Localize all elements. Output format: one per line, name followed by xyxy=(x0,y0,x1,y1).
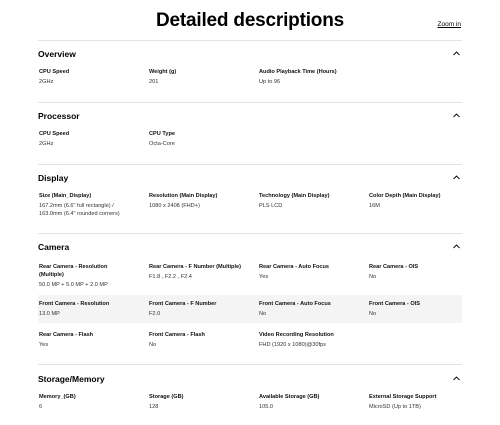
spec-value: 6 xyxy=(39,404,43,410)
section-processor xyxy=(38,102,462,162)
section-overview xyxy=(38,40,462,100)
spec-row xyxy=(38,130,462,152)
spec-item xyxy=(39,130,139,149)
spec-item xyxy=(149,130,249,149)
spec-value: FHD (1920 x 1080)@30fps xyxy=(259,342,326,348)
spec-row xyxy=(38,68,462,90)
spec-label: Weight (g) xyxy=(149,69,177,75)
spec-item xyxy=(149,263,249,282)
spec-value: MicroSD (Up to 1TB) xyxy=(369,404,421,410)
spec-value: 16M xyxy=(369,203,380,209)
chevron-up-icon[interactable] xyxy=(453,375,460,382)
spec-label: Rear Camera - Resolution (Multiple) xyxy=(39,264,108,278)
spec-value: 201 xyxy=(149,79,159,85)
spec-value: F2.0 xyxy=(149,311,161,317)
spec-item xyxy=(39,192,139,218)
spec-label: Technology (Main Display) xyxy=(259,193,330,199)
spec-value: 2GHz xyxy=(39,141,54,147)
section-display xyxy=(38,164,462,234)
spec-label: Front Camera - Resolution xyxy=(39,301,110,307)
spec-item xyxy=(39,68,139,87)
spec-item xyxy=(369,192,469,211)
spec-value: 128 xyxy=(149,404,159,410)
spec-value: PLS LCD xyxy=(259,203,283,209)
spec-row xyxy=(38,263,462,293)
spec-label: Resolution (Main Display) xyxy=(149,193,218,199)
spec-value: 105.0 xyxy=(259,404,273,410)
chevron-up-icon[interactable] xyxy=(453,174,460,181)
section-title: Overview xyxy=(38,49,76,59)
spec-label: Available Storage (GB) xyxy=(259,394,320,400)
section-title: Processor xyxy=(38,111,80,121)
spec-item xyxy=(39,300,139,319)
spec-item xyxy=(149,331,249,350)
spec-item xyxy=(149,68,249,87)
spec-label: Front Camera - OIS xyxy=(369,301,420,307)
spec-label: Front Camera - Flash xyxy=(149,332,205,338)
spec-item xyxy=(369,393,469,412)
spec-label: Rear Camera - F Number (Multiple) xyxy=(149,264,242,270)
spec-label: Size (Main_Display) xyxy=(39,193,92,199)
spec-value: 13.0 MP xyxy=(39,311,60,317)
spec-row xyxy=(38,192,462,224)
spec-value: No xyxy=(259,311,267,317)
spec-label: CPU Speed xyxy=(39,131,70,137)
spec-label: Audio Playback Time (Hours) xyxy=(259,69,337,75)
spec-item xyxy=(259,331,359,350)
spec-label: Rear Camera - Flash xyxy=(39,332,94,338)
spec-row xyxy=(38,331,462,353)
spec-item xyxy=(259,192,359,211)
spec-item xyxy=(259,68,359,87)
spec-value: No xyxy=(369,311,377,317)
spec-label: Storage (GB) xyxy=(149,394,184,400)
spec-item xyxy=(39,263,139,290)
spec-label: CPU Type xyxy=(149,131,176,137)
spec-item xyxy=(39,331,139,350)
spec-label: External Storage Support xyxy=(369,394,437,400)
section-storage-memory xyxy=(38,364,462,425)
spec-value: Octa-Core xyxy=(149,141,175,147)
spec-item xyxy=(369,300,469,319)
spec-row xyxy=(38,295,462,323)
spec-row xyxy=(38,393,462,415)
spec-label: Front Camera - Auto Focus xyxy=(259,301,331,307)
spec-value: No xyxy=(149,342,157,348)
spec-value: 167.2mm (6.6" full rectangle) / 163.0mm (6.4" rounded corners) xyxy=(39,203,120,217)
spec-value: No xyxy=(369,274,377,280)
spec-item xyxy=(259,393,359,412)
spec-label: Memory_(GB) xyxy=(39,394,76,400)
spec-value: 2GHz xyxy=(39,79,54,85)
spec-label: Front Camera - F Number xyxy=(149,301,217,307)
spec-value: 1080 x 2408 (FHD+) xyxy=(149,203,200,209)
section-camera xyxy=(38,233,462,363)
spec-item xyxy=(149,300,249,319)
spec-value: F1.8 , F2.2 , F2.4 xyxy=(149,274,192,280)
spec-value: 50.0 MP + 5.0 MP + 2.0 MP xyxy=(39,282,108,288)
section-title: Camera xyxy=(38,242,70,252)
spec-value: Yes xyxy=(39,342,49,348)
spec-label: Color Depth (Main Display) xyxy=(369,193,441,199)
spec-item xyxy=(149,393,249,412)
spec-label: Rear Camera - Auto Focus xyxy=(259,264,330,270)
section-title: Display xyxy=(38,173,69,183)
spec-label: Video Recording Resolution xyxy=(259,332,334,338)
spec-value: Yes xyxy=(259,274,269,280)
spec-item xyxy=(259,263,359,282)
page-title: Detailed descriptions xyxy=(156,10,344,31)
chevron-up-icon[interactable] xyxy=(453,112,460,119)
spec-item xyxy=(39,393,139,412)
chevron-up-icon[interactable] xyxy=(453,50,460,57)
spec-value: Up to 96 xyxy=(259,79,281,85)
spec-item xyxy=(149,192,249,211)
section-title: Storage/Memory xyxy=(38,374,105,384)
spec-item xyxy=(369,263,469,282)
spec-label: Rear Camera - OIS xyxy=(369,264,419,270)
spec-label: CPU Speed xyxy=(39,69,70,75)
chevron-up-icon[interactable] xyxy=(453,243,460,250)
zoom-in-link[interactable]: Zoom in xyxy=(437,21,461,28)
spec-item xyxy=(259,300,359,319)
